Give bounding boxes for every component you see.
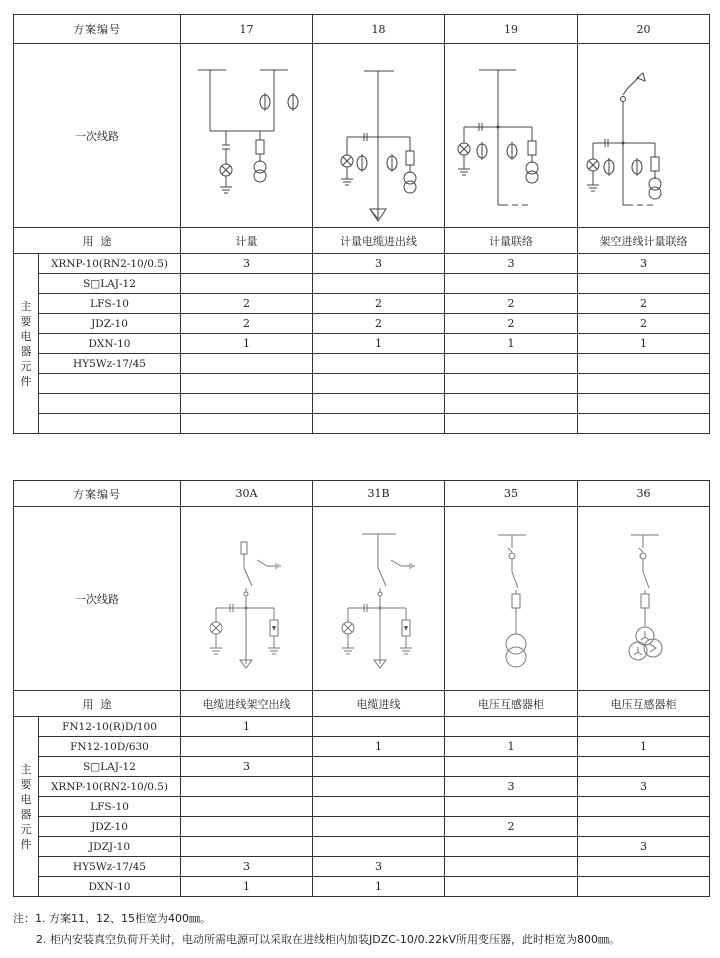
component-name: LFS-10 <box>39 797 181 817</box>
component-row <box>14 737 710 757</box>
usage-value: 电缆进线 <box>313 691 445 717</box>
component-qty <box>181 737 313 757</box>
component-qty: 3 <box>578 837 710 857</box>
scheme-number: 17 <box>181 15 313 44</box>
component-row <box>14 817 710 837</box>
component-qty: 1 <box>578 737 710 757</box>
component-name: HY5Wz-17/45 <box>39 354 181 374</box>
circuit-label: 一次线路 <box>14 44 181 228</box>
scheme-number: 30A <box>181 481 313 507</box>
component-qty: 3 <box>181 254 313 274</box>
circuit-diagram-18 <box>313 44 445 228</box>
component-name <box>39 394 181 414</box>
usage-row <box>14 228 710 254</box>
component-qty <box>181 777 313 797</box>
scheme-number: 18 <box>313 15 445 44</box>
component-row <box>14 857 710 877</box>
scheme-number-label: 方案编号 <box>14 15 181 44</box>
component-qty <box>445 797 578 817</box>
circuit-diagram <box>446 508 576 690</box>
component-qty <box>578 394 710 414</box>
component-qty <box>181 274 313 294</box>
component-qty <box>445 857 578 877</box>
component-qty: 2 <box>313 314 445 334</box>
component-qty <box>181 837 313 857</box>
circuit-row <box>14 507 710 691</box>
component-qty <box>578 717 710 737</box>
component-qty: 1 <box>181 717 313 737</box>
component-qty <box>313 394 445 414</box>
circuit-diagram <box>182 508 312 690</box>
component-qty <box>313 354 445 374</box>
usage-value: 架空进线计量联络 <box>578 228 710 254</box>
component-name: DXN-10 <box>39 877 181 897</box>
component-qty <box>181 797 313 817</box>
component-qty: 1 <box>445 737 578 757</box>
component-name <box>39 374 181 394</box>
circuit-row <box>14 44 710 228</box>
component-qty <box>445 877 578 897</box>
component-qty: 1 <box>313 737 445 757</box>
component-qty: 1 <box>181 334 313 354</box>
component-qty <box>578 374 710 394</box>
header-row <box>14 15 710 44</box>
circuit-diagram <box>314 45 444 227</box>
component-qty: 3 <box>181 857 313 877</box>
component-qty <box>445 354 578 374</box>
usage-label: 用 途 <box>14 691 181 717</box>
component-row <box>14 837 710 857</box>
component-qty: 3 <box>445 254 578 274</box>
component-qty <box>445 837 578 857</box>
component-row <box>14 314 710 334</box>
component-qty <box>313 717 445 737</box>
component-row <box>14 294 710 314</box>
usage-value: 计量电缆进出线 <box>313 228 445 254</box>
component-qty: 3 <box>578 777 710 797</box>
component-row <box>14 254 710 274</box>
component-qty <box>445 757 578 777</box>
component-qty <box>578 817 710 837</box>
component-qty: 2 <box>578 314 710 334</box>
component-qty <box>313 374 445 394</box>
component-qty <box>578 757 710 777</box>
header-row <box>14 481 710 507</box>
circuit-diagram-30A <box>181 507 313 691</box>
component-name: FN12-10D/630 <box>39 737 181 757</box>
scheme-number: 36 <box>578 481 710 507</box>
component-qty <box>313 414 445 434</box>
component-name: S□LAJ-12 <box>39 757 181 777</box>
component-name: DXN-10 <box>39 334 181 354</box>
component-name <box>39 414 181 434</box>
component-qty <box>578 877 710 897</box>
component-qty <box>445 394 578 414</box>
component-qty <box>445 374 578 394</box>
component-qty: 1 <box>313 334 445 354</box>
component-qty: 1 <box>313 877 445 897</box>
footnote-1: 注：1. 方案11、12、15柜宽为400㎜。 <box>13 912 211 925</box>
component-name: S□LAJ-12 <box>39 274 181 294</box>
circuit-label: 一次线路 <box>14 507 181 691</box>
scheme-number: 31B <box>313 481 445 507</box>
scheme-table-1 <box>13 14 710 434</box>
component-qty <box>578 274 710 294</box>
footnotes <box>13 908 620 950</box>
component-row <box>14 877 710 897</box>
component-qty: 3 <box>313 857 445 877</box>
usage-value: 电压互感器柜 <box>445 691 578 717</box>
footnote-2: 2. 柜内安装真空负荷开关时，电动所需电源可以采取在进线柜内加装JDZC-10/0.22kV所用变压器，此时柜宽为800㎜。 <box>36 933 620 946</box>
component-qty <box>445 274 578 294</box>
component-qty <box>578 354 710 374</box>
component-name: HY5Wz-17/45 <box>39 857 181 877</box>
component-qty <box>445 717 578 737</box>
component-qty <box>181 414 313 434</box>
circuit-diagram <box>579 45 709 227</box>
component-qty: 2 <box>578 294 710 314</box>
component-qty <box>313 274 445 294</box>
component-qty <box>578 797 710 817</box>
component-qty <box>181 354 313 374</box>
component-qty <box>313 757 445 777</box>
circuit-diagram-19 <box>445 44 578 228</box>
scheme-number: 35 <box>445 481 578 507</box>
component-qty: 1 <box>445 334 578 354</box>
usage-row <box>14 691 710 717</box>
scheme-number-label: 方案编号 <box>14 481 181 507</box>
component-row <box>14 777 710 797</box>
component-row <box>14 374 710 394</box>
circuit-diagram <box>182 45 312 227</box>
component-qty: 1 <box>181 877 313 897</box>
usage-value: 电缆进线架空出线 <box>181 691 313 717</box>
component-qty <box>578 414 710 434</box>
component-qty: 3 <box>578 254 710 274</box>
component-qty: 2 <box>181 294 313 314</box>
component-name: XRNP-10(RN2-10/0.5) <box>39 777 181 797</box>
circuit-diagram-20 <box>578 44 710 228</box>
component-name: JDZJ-10 <box>39 837 181 857</box>
component-row <box>14 354 710 374</box>
component-qty <box>181 394 313 414</box>
scheme-number: 20 <box>578 15 710 44</box>
component-qty <box>181 374 313 394</box>
component-qty: 2 <box>445 294 578 314</box>
component-qty: 1 <box>578 334 710 354</box>
component-qty <box>445 414 578 434</box>
usage-label: 用 途 <box>14 228 181 254</box>
circuit-diagram-31B <box>313 507 445 691</box>
component-row <box>14 394 710 414</box>
component-row <box>14 757 710 777</box>
component-qty: 3 <box>313 254 445 274</box>
component-qty <box>313 777 445 797</box>
usage-value: 计量联络 <box>445 228 578 254</box>
usage-value: 计量 <box>181 228 313 254</box>
component-qty: 2 <box>445 314 578 334</box>
component-qty: 2 <box>181 314 313 334</box>
component-qty: 3 <box>181 757 313 777</box>
component-qty: 2 <box>445 817 578 837</box>
scheme-number: 19 <box>445 15 578 44</box>
component-row <box>14 274 710 294</box>
component-qty: 2 <box>313 294 445 314</box>
component-qty <box>578 857 710 877</box>
component-qty <box>313 797 445 817</box>
circuit-diagram <box>446 45 576 227</box>
component-row <box>14 334 710 354</box>
component-name: JDZ-10 <box>39 314 181 334</box>
circuit-diagram <box>314 508 444 690</box>
component-name: JDZ-10 <box>39 817 181 837</box>
circuit-diagram-17 <box>181 44 313 228</box>
component-qty <box>313 837 445 857</box>
circuit-diagram-36 <box>578 507 710 691</box>
component-name: FN12-10(R)D/100 <box>39 717 181 737</box>
scheme-table-2 <box>13 480 710 897</box>
component-name: LFS-10 <box>39 294 181 314</box>
component-qty <box>313 817 445 837</box>
component-row <box>14 414 710 434</box>
component-row <box>14 797 710 817</box>
component-qty: 3 <box>445 777 578 797</box>
component-row <box>14 717 710 737</box>
usage-value: 电压互感器柜 <box>578 691 710 717</box>
components-label: 主 要 电 器 元 件 <box>14 254 39 434</box>
circuit-diagram <box>579 508 709 690</box>
components-label: 主 要 电 器 元 件 <box>14 717 39 897</box>
component-name: XRNP-10(RN2-10/0.5) <box>39 254 181 274</box>
circuit-diagram-35 <box>445 507 578 691</box>
component-qty <box>181 817 313 837</box>
